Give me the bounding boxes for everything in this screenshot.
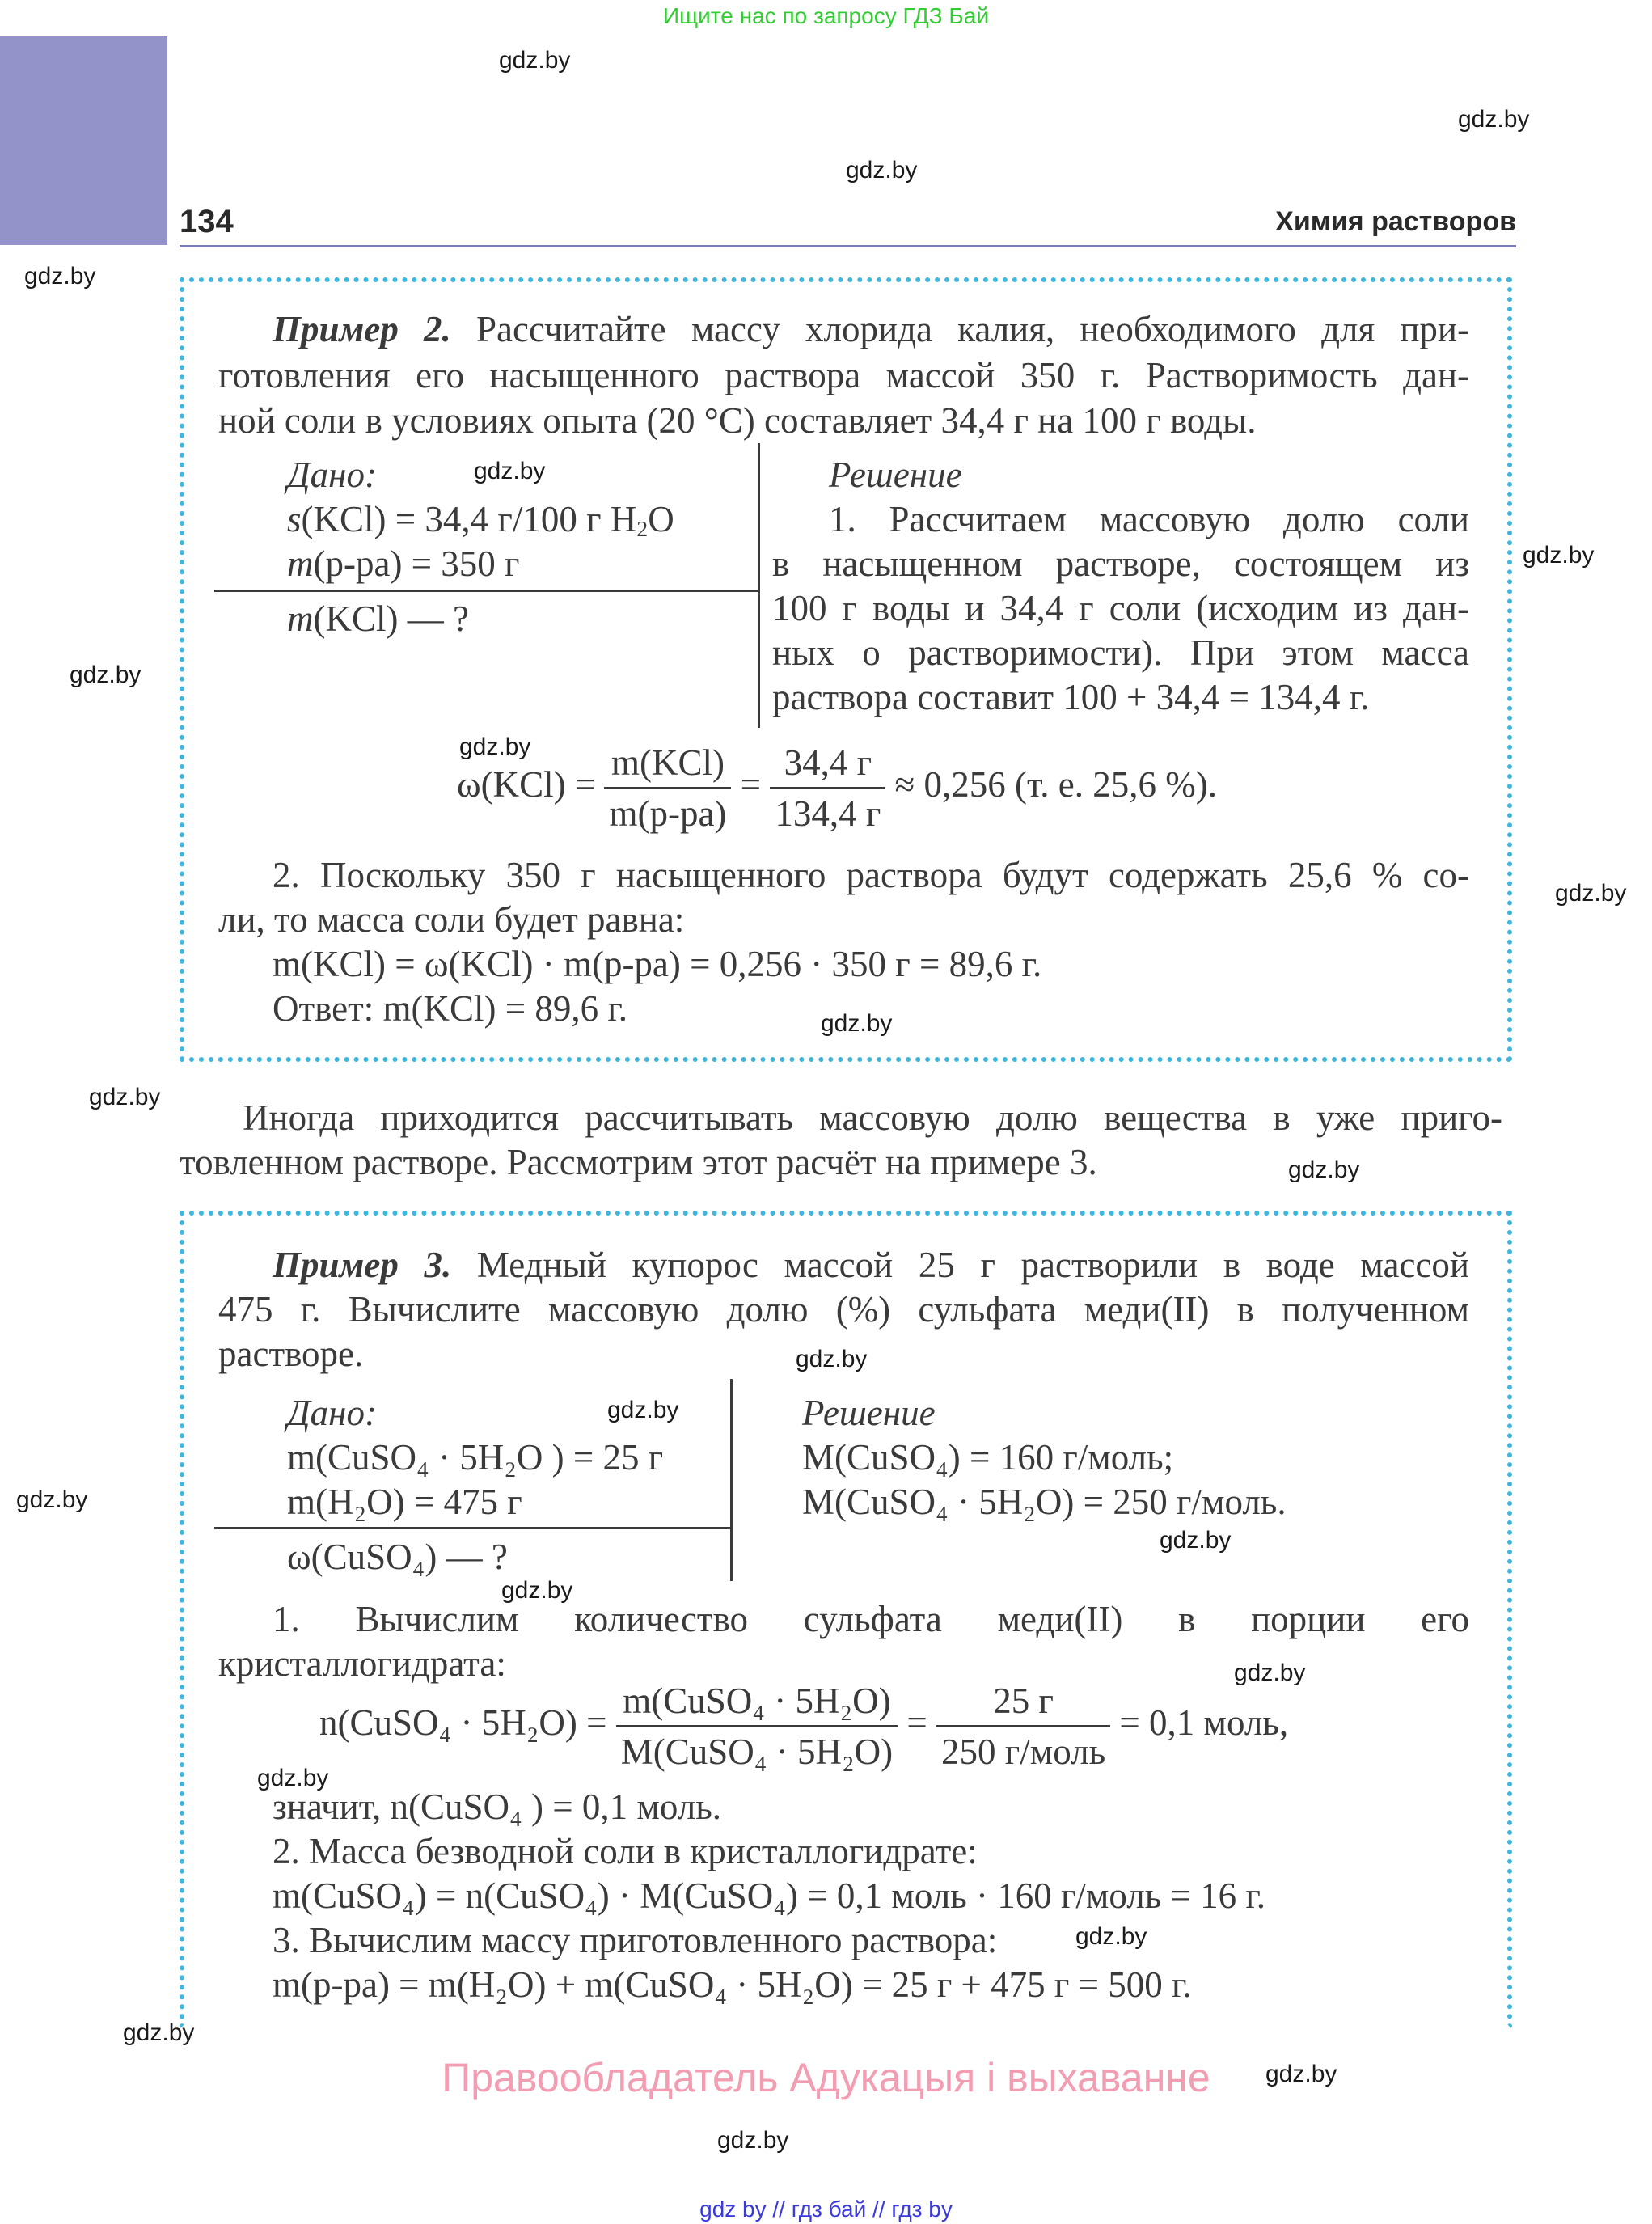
example3-intro-line3: растворе. <box>218 1334 364 1374</box>
watermark: gdz.by <box>89 1084 161 1110</box>
given-solution-divider <box>730 1379 733 1581</box>
watermark: gdz.by <box>1265 2061 1337 2087</box>
example3-step2-line1: 2. Масса безводной соли в кристаллогидрате: <box>273 1831 978 1871</box>
example3-solution-line1: M(CuSO₄) = 160 г/моль; <box>802 1437 1174 1478</box>
example3-given-1: m(CuSO₄ · 5H₂O ) = 25 г <box>287 1437 664 1478</box>
example3-step3-line2: m(р-ра) = m(H₂O) + m(CuSO₄ · 5H₂O) = 25 г + 475 г = 500 г. <box>273 1964 1192 2005</box>
body-paragraph-line1: Иногда приходится рассчитывать массовую долю вещества в уже приго- <box>243 1097 1502 1138</box>
example2-find: m(KCl) — ? <box>287 598 469 639</box>
example3-solution-label: Решение <box>802 1393 936 1433</box>
example3-step3-line1: 3. Вычислим массу приготовленного раствора: <box>273 1920 998 1960</box>
watermark: gdz.by <box>796 1346 868 1372</box>
example3-find: ω(CuSO₄) — ? <box>287 1537 508 1577</box>
watermark: gdz.by <box>1555 880 1627 907</box>
section-title: Химия растворов <box>1275 206 1516 237</box>
watermark: gdz.by <box>821 1010 893 1037</box>
example3-step1-line3: значит, n(CuSO₄ ) = 0,1 моль. <box>273 1786 721 1827</box>
fraction: $\frac{34,4 г}{134,4 г}$ <box>770 740 885 836</box>
watermark: gdz.by <box>846 157 918 184</box>
watermark: gdz.by <box>459 734 531 760</box>
given-solution-divider <box>758 443 760 728</box>
example2-answer: Ответ: m(KCl) = 89,6 г. <box>273 988 628 1029</box>
example3-given-2: m(H₂O) = 475 г <box>287 1482 522 1522</box>
header-rule <box>180 245 1516 247</box>
example3-intro-line2: 475 г. Вычислите массовую долю (%) сульфата меди(II) в полученном <box>218 1289 1469 1330</box>
watermark: gdz.by <box>1458 106 1530 133</box>
watermark: gdz.by <box>1160 1527 1232 1554</box>
watermark: gdz.by <box>474 458 546 484</box>
watermark: gdz.by <box>24 263 96 290</box>
watermark: gdz.by <box>1523 542 1595 569</box>
example3-step1-line1: 1. Вычислим количество сульфата меди(II) в порции его <box>273 1599 1469 1639</box>
fraction: $\frac{\text{m(CuSO₄ · 5H₂O)}}{\text{M(CuSO₄ · 5H₂O)}}$ <box>616 1678 898 1774</box>
example2-intro-line1: Пример 2. Рассчитайте массу хлорида калия, необходимого для при- <box>273 309 1469 349</box>
example2-solution-line1: 1. Рассчитаем массовую долю соли <box>829 499 1469 539</box>
chapter-color-tab <box>0 36 167 245</box>
watermark: gdz.by <box>1234 1660 1306 1686</box>
example2-solution-label: Решение <box>829 455 962 495</box>
given-divider <box>214 1527 730 1529</box>
example2-step2-line1: 2. Поскольку 350 г насыщенного раствора будут содержать 25,6 % со- <box>273 855 1469 895</box>
example2-step2-line2: ли, то масса соли будет равна: <box>218 899 685 940</box>
footer-links[interactable]: gdz by // гдз бай // гдз by <box>699 2197 953 2222</box>
example3-solution-line2: M(CuSO₄ · 5H₂O) = 250 г/моль. <box>802 1482 1287 1522</box>
example2-given-2: m(р-ра) = 350 г <box>287 543 520 584</box>
watermark: gdz.by <box>717 2127 789 2154</box>
example2-step2-line3: m(KCl) = ω(KCl) · m(р-ра) = 0,256 · 350 г = 89,6 г. <box>273 944 1042 984</box>
example2-solution-line5: раствора составит 100 + 34,4 = 134,4 г. <box>772 677 1370 717</box>
example2-solution-line3: 100 г воды и 34,4 г соли (исходим из дан- <box>772 588 1469 628</box>
example2-solution-line4: ных о растворимости). При этом масса <box>772 632 1469 673</box>
fraction: $\frac{25 г}{\text{250 г/моль}}$ <box>936 1678 1110 1774</box>
example3-step2-line2: m(CuSO₄) = n(CuSO₄) · M(CuSO₄) = 0,1 моль · 160 г/моль = 16 г. <box>273 1875 1266 1916</box>
example2-intro-line2: готовления его насыщенного раствора массой 350 г. Растворимость дан- <box>218 355 1469 395</box>
watermark: gdz.by <box>499 47 571 74</box>
watermark: gdz.by <box>70 662 142 688</box>
search-banner[interactable]: Ищите нас по запросу ГДЗ Бай <box>662 3 990 28</box>
fraction: $\frac{\text{m(KCl)}}{m(р-ра)}$ <box>604 740 731 836</box>
watermark: gdz.by <box>123 2019 195 2046</box>
page-number: 134 <box>180 204 234 239</box>
example3-intro-line1: Пример 3. Медный купорос массой 25 г растворили в воде массой <box>273 1245 1469 1285</box>
watermark: gdz.by <box>607 1397 679 1423</box>
example2-solution-line2: в насыщенном растворе, состоящем из <box>772 543 1469 584</box>
example3-given-label: Дано: <box>287 1393 377 1433</box>
watermark: gdz.by <box>1075 1923 1147 1950</box>
copyright-notice: Правообладатель Адукацыя і выхаванне <box>442 2055 1210 2100</box>
watermark: gdz.by <box>16 1486 88 1513</box>
watermark: gdz.by <box>501 1577 573 1604</box>
example2-formula-massfraction: ω(KCl) = $\frac{\text{m(KCl)}}{m(р-ра)}$ = $\frac{34,4 г}{134,4 г}$ ≈ 0,256 (т. е. 25,6 %). <box>457 740 1217 836</box>
example2-given-1: s(KCl) = 34,4 г/100 г $H_2O$ <box>287 499 674 543</box>
body-paragraph-line2: товленном растворе. Рассмотрим этот расчёт на примере 3. <box>180 1142 1097 1182</box>
example2-intro-line3: ной соли в условиях опыта (20 °C) составляет 34,4 г на 100 г воды. <box>218 400 1257 441</box>
watermark: gdz.by <box>1288 1156 1360 1183</box>
watermark: gdz.by <box>257 1765 329 1791</box>
example3-formula-amount: n(CuSO₄ · 5H₂O) = $\frac{\text{m(CuSO₄ · 5H₂O)}}{\text{M(CuSO₄ · 5H₂O)}}$ = $\frac{25 г}{\text{250 г/моль}}$ = 0,1 моль, <box>319 1678 1288 1774</box>
given-divider <box>214 590 758 592</box>
example2-given-label: Дано: <box>287 455 377 495</box>
example3-step1-line2: кристаллогидрата: <box>218 1643 506 1684</box>
